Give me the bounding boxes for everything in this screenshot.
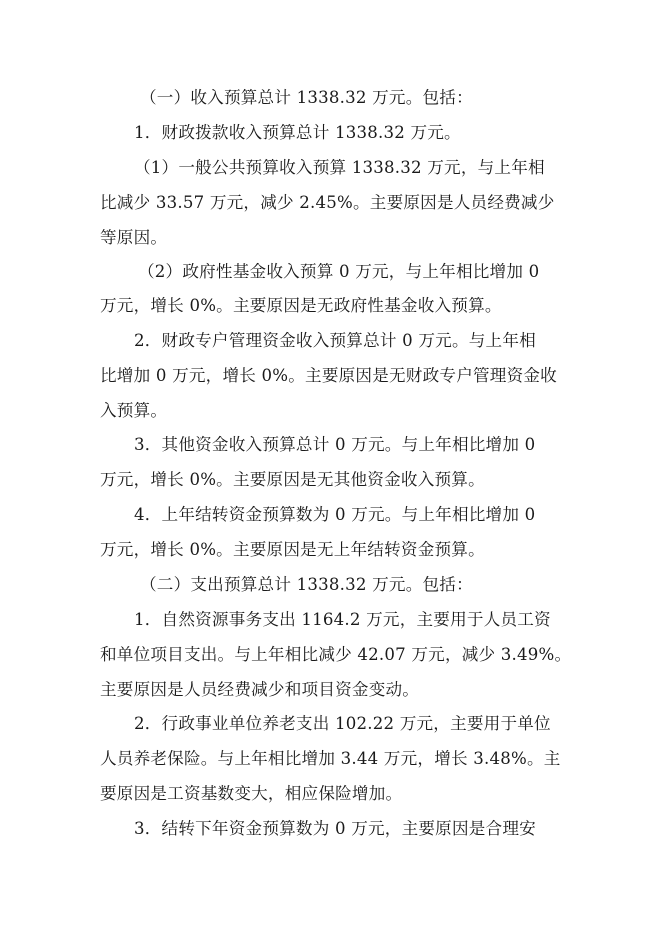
paragraph-line: （1）一般公共预算收入预算 1338.32 万元，与上年相 <box>134 158 545 177</box>
paragraph-line: 要原因是工资基数变大，相应保险增加。 <box>100 784 403 803</box>
paragraph-line: 主要原因是人员经费减少和项目资金变动。 <box>100 680 420 699</box>
paragraph-line: 万元，增长 0%。主要原因是无其他资金收入预算。 <box>100 470 485 489</box>
paragraph-line: 万元，增长 0%。主要原因是无上年结转资金预算。 <box>100 540 485 559</box>
paragraph-line: 入预算。 <box>100 401 168 420</box>
section-heading-income: （一）收入预算总计 1338.32 万元。包括： <box>140 88 473 107</box>
paragraph-line: （2）政府性基金收入预算 0 万元，与上年相比增加 0 <box>138 262 540 281</box>
paragraph-line: 和单位项目支出。与上年相比减少 42.07 万元，减少 3.49%。 <box>100 645 572 664</box>
section-heading-expenditure: （二）支出预算总计 1338.32 万元。包括： <box>140 575 473 594</box>
paragraph-line: 4．上年结转资金预算数为 0 万元。与上年相比增加 0 <box>134 505 536 524</box>
paragraph-line: 人员养老保险。与上年相比增加 3.44 万元，增长 3.48%。主 <box>100 749 561 768</box>
paragraph-line: 3．其他资金收入预算总计 0 万元。与上年相比增加 0 <box>134 435 536 454</box>
paragraph-line: 2．行政事业单位养老支出 102.22 万元，主要用于单位 <box>134 714 551 733</box>
paragraph-line: 比减少 33.57 万元，减少 2.45%。主要原因是人员经费减少 <box>100 193 555 212</box>
paragraph-line: 万元，增长 0%。主要原因是无政府性基金收入预算。 <box>100 296 502 315</box>
paragraph-line: 1．财政拨款收入预算总计 1338.32 万元。 <box>134 123 461 142</box>
paragraph-line: 2．财政专户管理资金收入预算总计 0 万元。与上年相 <box>134 331 536 350</box>
paragraph-line: 3．结转下年资金预算数为 0 万元，主要原因是合理安 <box>134 819 536 838</box>
paragraph-line: 比增加 0 万元，增长 0%。主要原因是无财政专户管理资金收 <box>100 366 557 385</box>
paragraph-line: 1．自然资源事务支出 1164.2 万元，主要用于人员工资 <box>134 610 551 629</box>
paragraph-line: 等原因。 <box>100 228 168 247</box>
